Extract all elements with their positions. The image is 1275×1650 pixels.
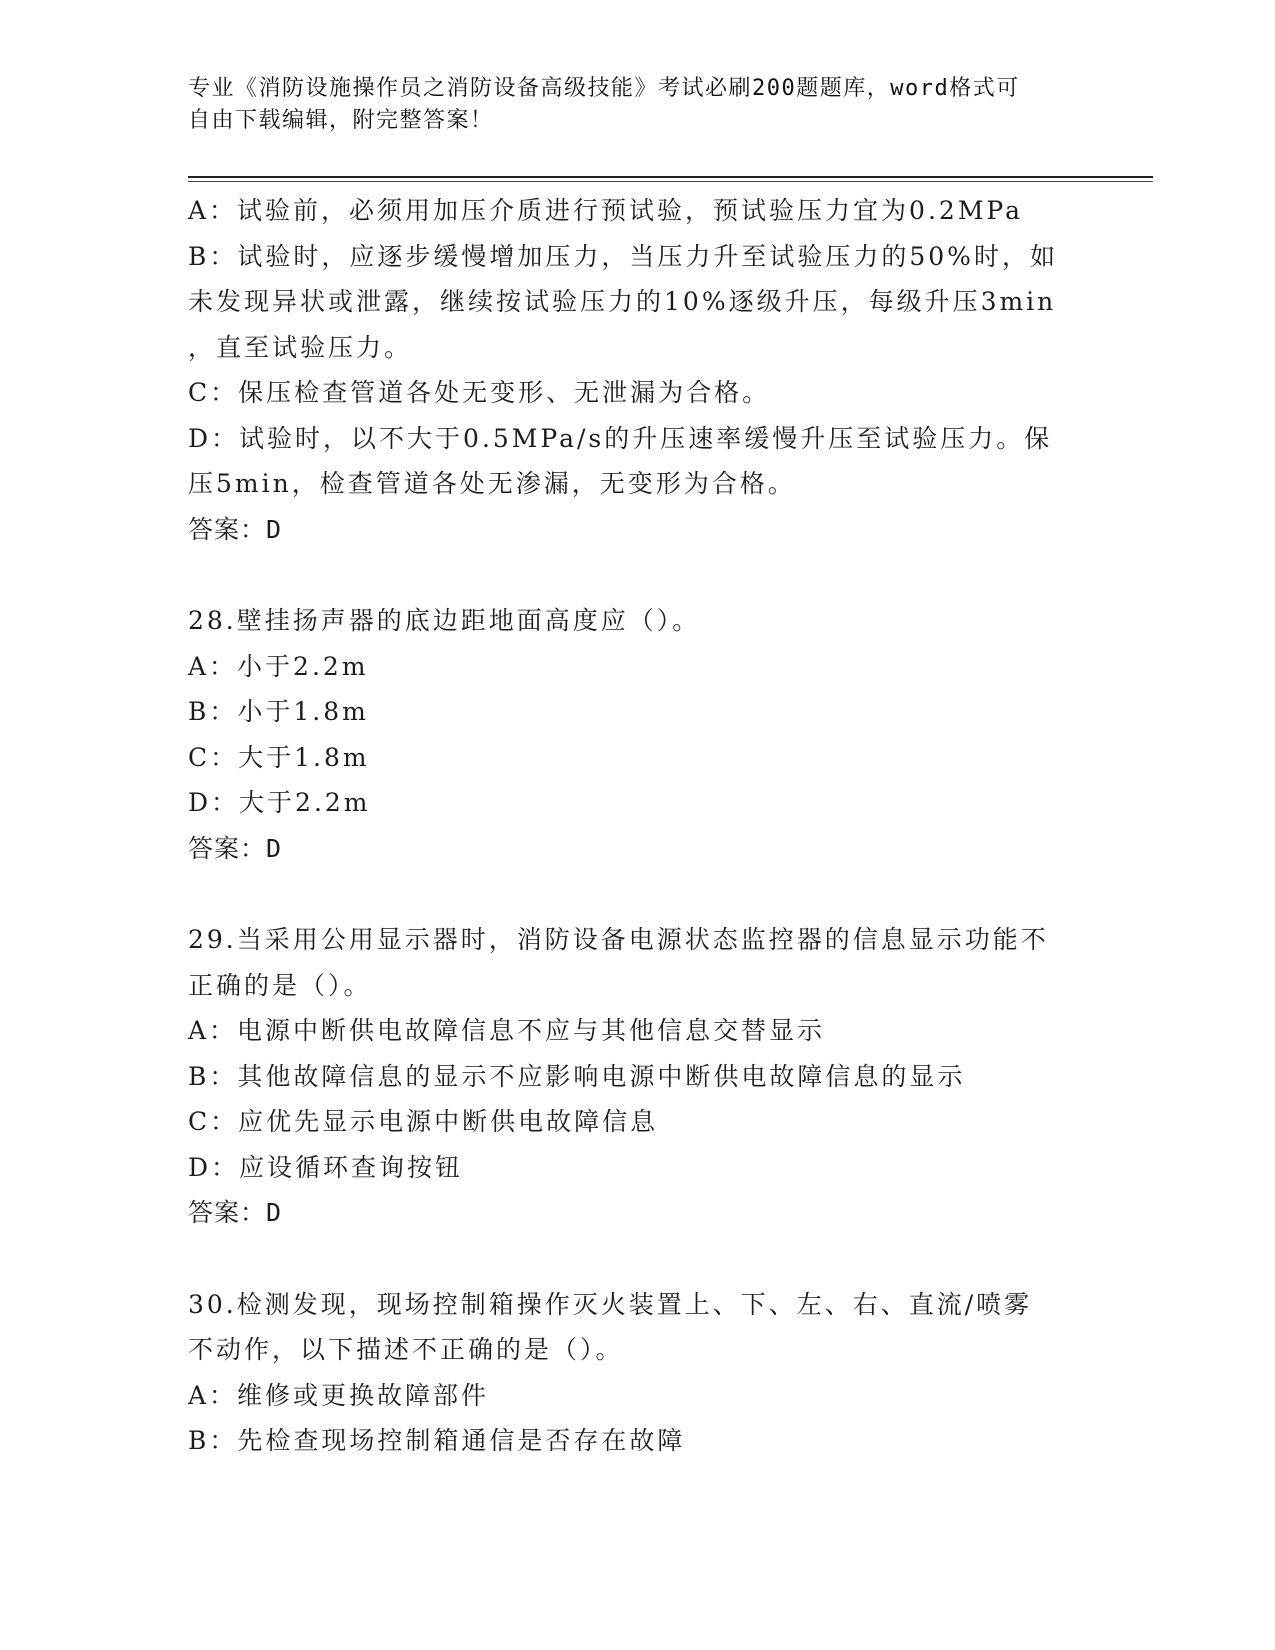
option-d-cont: 压5min，检查管道各处无渗漏，无变形为合格。 [188, 469, 796, 498]
header-divider-thin [188, 181, 1153, 182]
spacer [188, 552, 1083, 598]
answer: 答案：D [188, 833, 283, 863]
question-text: 30.检测发现，现场控制箱操作灭火装置上、下、左、右、直流/喷雾 [188, 1289, 1033, 1319]
option-c: C：应优先显示电源中断供电故障信息 [188, 1107, 659, 1136]
question-list [188, 188, 1083, 1464]
question-text: 28.壁挂扬声器的底边距地面高度应（）。 [188, 606, 701, 635]
header-divider-thick [188, 176, 1153, 178]
option-b-cont: 未发现异状或泄露，继续按试验压力的10%逐级升压，每级升压3min [188, 287, 1057, 316]
spacer [188, 871, 1083, 917]
question-27-block [188, 188, 1083, 552]
header-line-2: 自由下载编辑，附完整答案！ [188, 108, 494, 133]
question-text-cont: 不动作，以下描述不正确的是（）。 [188, 1335, 624, 1364]
option-c: C：保压检查管道各处无变形、无泄漏为合格。 [188, 378, 771, 407]
header-line-1: 专业《消防设施操作员之消防设备高级技能》考试必刷200题题库，word格式可 [188, 76, 1020, 101]
question-text: 29.当采用公用显示器时，消防设备电源状态监控器的信息显示功能不 [188, 925, 1049, 954]
option-b: B：先检查现场控制箱通信是否存在故障 [188, 1426, 686, 1455]
answer: 答案：D [188, 514, 283, 544]
option-b: B：小于1.8m [188, 697, 369, 726]
option-a: A：电源中断供电故障信息不应与其他信息交替显示 [188, 1016, 826, 1045]
option-a: A：小于2.2m [188, 651, 369, 681]
option-d: D：大于2.2m [188, 788, 371, 817]
option-b-cont: ，直至试验压力。 [188, 332, 413, 362]
option-c: C：大于1.8m [188, 742, 370, 772]
question-30-block [188, 1282, 1083, 1464]
option-d: D：应设循环查询按钮 [188, 1152, 464, 1182]
option-b: B：试验时，应逐步缓慢增加压力，当压力升至试验压力的50%时，如 [188, 241, 1058, 271]
question-text-cont: 正确的是（）。 [188, 970, 372, 1000]
question-29-block [188, 917, 1083, 1236]
option-a: A：维修或更换故障部件 [188, 1380, 490, 1410]
option-b: B：其他故障信息的显示不应影响电源中断供电故障信息的显示 [188, 1061, 966, 1091]
answer: 答案：D [188, 1198, 283, 1227]
document-header [188, 73, 1088, 137]
option-a: A：试验前，必须用加压介质进行预试验，预试验压力宜为0.2MPa [188, 196, 1024, 225]
option-d: D：试验时，以不大于0.5MPa/s的升压速率缓慢升压至试验压力。保 [188, 423, 1053, 453]
spacer [188, 1236, 1083, 1282]
question-28-block [188, 598, 1083, 871]
